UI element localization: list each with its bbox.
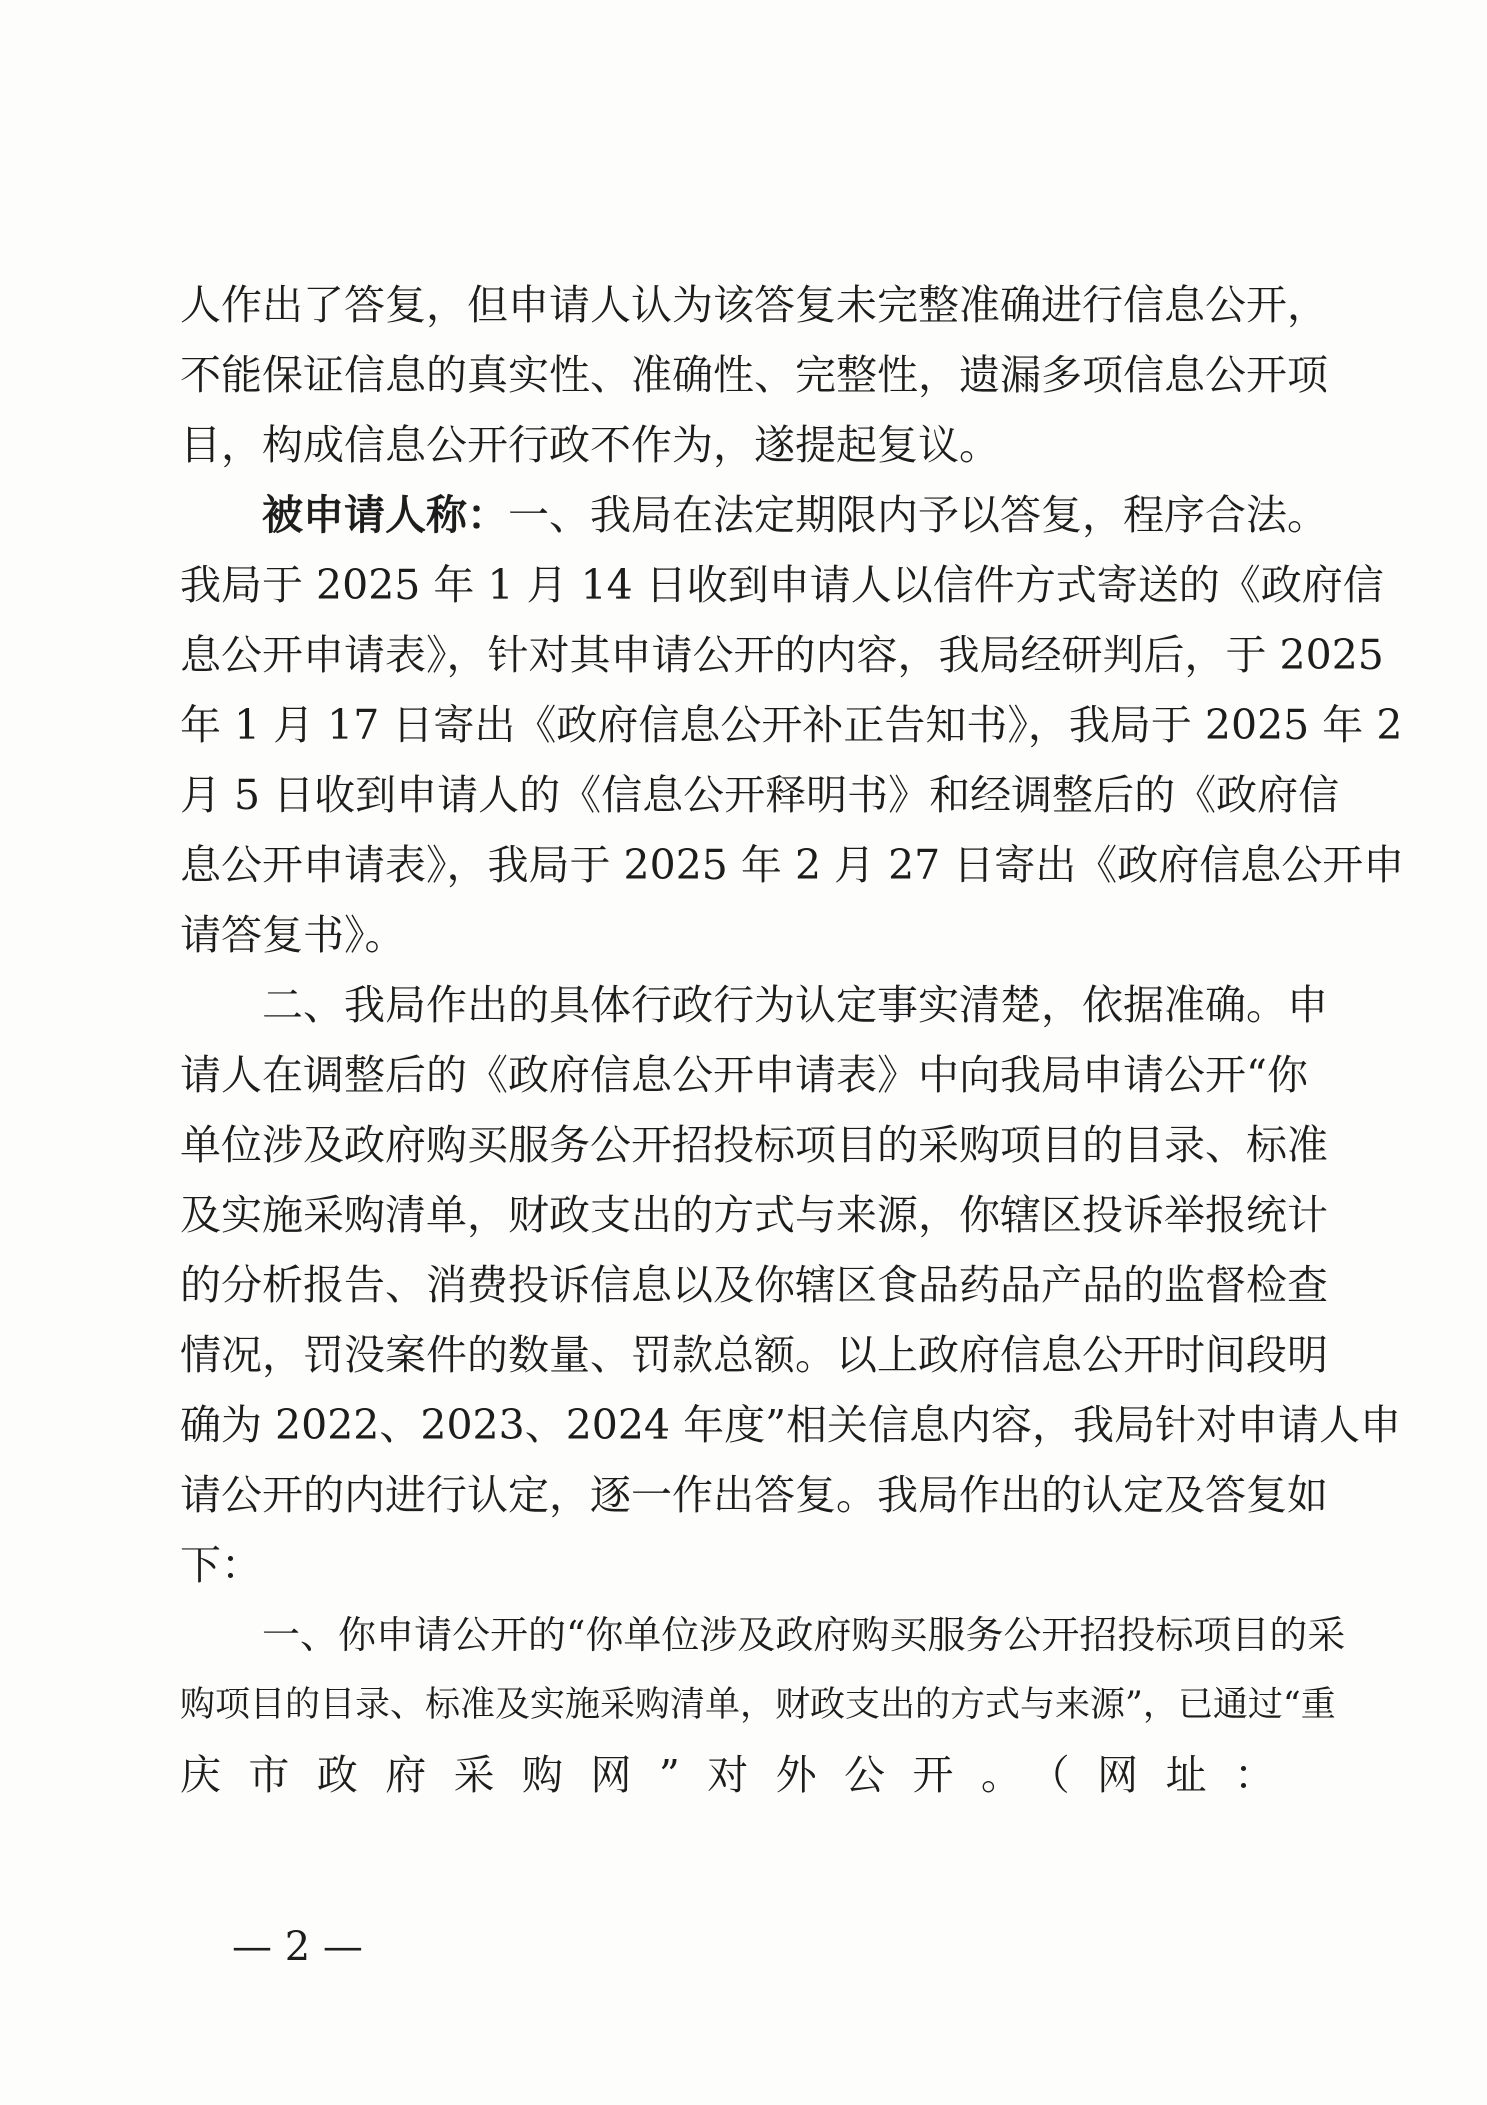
text-line: 年 1 月 17 日寄出《政府信息公开补正告知书》，我局于 2025 年 2 — [180, 701, 1403, 749]
text-line: 目，构成信息公开行政不作为，遂提起复议。 — [180, 421, 1000, 469]
text-line: 的分析报告、消费投诉信息以及你辖区食品药品产品的监督检查 — [180, 1261, 1328, 1309]
text-line: 请公开的内进行认定，逐一作出答复。我局作出的认定及答复如 — [180, 1471, 1328, 1519]
text-segment: 一、我局在法定期限内予以答复，程序合法。 — [508, 491, 1328, 539]
text-line: 一、你申请公开的“你单位涉及政府购买服务公开招投标项目的采 — [262, 1613, 1346, 1657]
text-line: 人作出了答复，但申请人认为该答复未完整准确进行信息公开， — [180, 281, 1328, 329]
text-line: 息公开申请表》，针对其申请公开的内容，我局经研判后，于 2025 — [180, 631, 1384, 679]
text-line: 及实施采购清单，财政支出的方式与来源，你辖区投诉举报统计 — [180, 1191, 1328, 1239]
text-line: 请人在调整后的《政府信息公开申请表》中向我局申请公开“你 — [180, 1051, 1308, 1099]
text-line: 不能保证信息的真实性、准确性、完整性，遗漏多项信息公开项 — [180, 351, 1328, 399]
text-line: 息公开申请表》，我局于 2025 年 2 月 27 日寄出《政府信息公开申 — [180, 841, 1405, 889]
text-line: 请答复书》。 — [180, 911, 406, 959]
text-line: 二、我局作出的具体行政行为认定事实清楚，依据准确。申 — [262, 981, 1328, 1029]
respondent-label: 被申请人称： — [262, 491, 508, 539]
text-line: 庆市政府采购网”对外公开。（网址： — [180, 1751, 1275, 1799]
text-line: 下： — [180, 1541, 262, 1589]
page-number: — 2 — — [232, 1924, 363, 1970]
text-line: 购项目的目录、标准及实施采购清单，财政支出的方式与来源”，已通过“重 — [180, 1685, 1336, 1725]
text-line: 单位涉及政府购买服务公开招投标项目的采购项目的目录、标准 — [180, 1121, 1328, 1169]
text-line: 月 5 日收到申请人的《信息公开释明书》和经调整后的《政府信 — [180, 771, 1340, 819]
text-line: 情况，罚没案件的数量、罚款总额。以上政府信息公开时间段明 — [180, 1331, 1328, 1379]
document-body — [180, 270, 1405, 1810]
text-line: 我局于 2025 年 1 月 14 日收到申请人以信件方式寄送的《政府信 — [180, 561, 1384, 609]
respondent-paragraph-start — [180, 480, 1328, 550]
text-line: 确为 2022、2023、2024 年度”相关信息内容，我局针对申请人申 — [180, 1401, 1402, 1449]
